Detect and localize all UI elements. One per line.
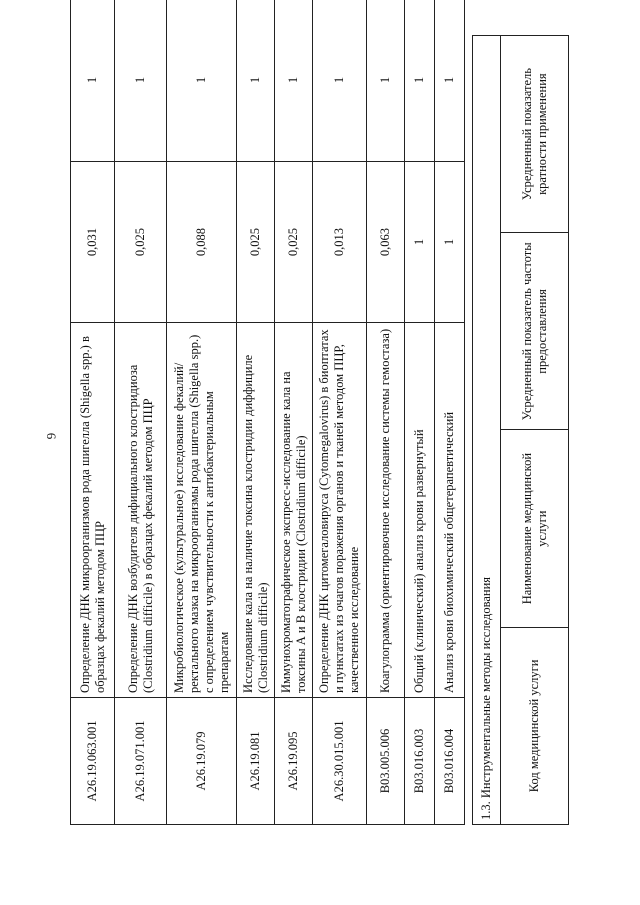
multiplicity-value: 1 bbox=[237, 0, 275, 162]
service-code: B03.005.006 bbox=[367, 698, 405, 825]
service-code: B03.016.003 bbox=[405, 698, 435, 825]
section-title: 1.3. Инструментальные методы исследования bbox=[473, 36, 501, 825]
page-number: 6 bbox=[44, 432, 59, 440]
multiplicity-value: 1 bbox=[115, 0, 167, 162]
multiplicity-value: 1 bbox=[167, 0, 237, 162]
frequency-value: 0,063 bbox=[367, 162, 405, 323]
multiplicity-value: 1 bbox=[435, 0, 465, 162]
frequency-value: 0,013 bbox=[313, 162, 367, 323]
table-row bbox=[237, 0, 275, 825]
frequency-value: 1 bbox=[405, 162, 435, 323]
service-name: Коагулограмма (ориентировочное исследование системы гемостаза) bbox=[367, 323, 405, 698]
frequency-value: 0,088 bbox=[167, 162, 237, 323]
services-table-lab bbox=[70, 0, 465, 825]
multiplicity-value: 1 bbox=[71, 0, 115, 162]
table-row bbox=[313, 0, 367, 825]
table-row bbox=[115, 0, 167, 825]
service-name: Микробиологическое (культуральное) исследование фекалий/ректального мазка на микроорганизмы рода шигелла (Shigella spp.) с определением чувствительности к антибактериальным препаратам bbox=[167, 323, 237, 698]
table-row bbox=[71, 0, 115, 825]
frequency-value: 0,025 bbox=[237, 162, 275, 323]
table-row bbox=[367, 0, 405, 825]
service-name: Определение ДНК возбудителя дифициального клостридиоза (Clostridium difficile) в образцах фекалий методом ПЦР bbox=[115, 323, 167, 698]
frequency-value: 0,031 bbox=[71, 162, 115, 323]
service-code: B03.016.004 bbox=[435, 698, 465, 825]
header-name: Наименование медицинской услуги bbox=[501, 430, 569, 627]
service-name: Анализ крови биохимический общетерапевтический bbox=[435, 323, 465, 698]
table-row bbox=[435, 0, 465, 825]
service-code: A26.19.071.001 bbox=[115, 698, 167, 825]
header-frequency: Усредненный показатель частоты предоставления bbox=[501, 233, 569, 430]
service-name: Исследование кала на наличие токсина клостридии диффициле (Clostridium difficile) bbox=[237, 323, 275, 698]
frequency-value: 0,025 bbox=[115, 162, 167, 323]
section-title-row bbox=[473, 36, 501, 825]
service-code: A26.19.095 bbox=[275, 698, 313, 825]
table-row bbox=[405, 0, 435, 825]
service-name: Общий (клинический) анализ крови развернутый bbox=[405, 323, 435, 698]
header-code: Код медицинской услуги bbox=[501, 627, 569, 824]
service-code: A26.19.081 bbox=[237, 698, 275, 825]
services-table-instrumental bbox=[472, 35, 569, 825]
service-code: A26.30.015.001 bbox=[313, 698, 367, 825]
table-row bbox=[275, 0, 313, 825]
service-name: Определение ДНК цитомегаловируса (Cytomegalovirus) в биоптатах и пунктатах из очагов поражения органов и тканей методом ПЦР, качественное исследование bbox=[313, 323, 367, 698]
frequency-value: 0,025 bbox=[275, 162, 313, 323]
service-code: A26.19.079 bbox=[167, 698, 237, 825]
multiplicity-value: 1 bbox=[367, 0, 405, 162]
table-row bbox=[167, 0, 237, 825]
service-name: Определение ДНК микроорганизмов рода шигелла (Shigella spp.) в образцах фекалий методом ПЦР bbox=[71, 323, 115, 698]
multiplicity-value: 1 bbox=[405, 0, 435, 162]
service-code: A26.19.063.001 bbox=[71, 698, 115, 825]
table-header-row bbox=[501, 36, 569, 825]
frequency-value: 1 bbox=[435, 162, 465, 323]
multiplicity-value: 1 bbox=[313, 0, 367, 162]
header-multiplicity: Усредненный показатель кратности применения bbox=[501, 36, 569, 233]
service-name: Иммунохроматографическое экспресс-исследование кала на токсины А и В клостридии (Clostridium difficile) bbox=[275, 323, 313, 698]
multiplicity-value: 1 bbox=[275, 0, 313, 162]
